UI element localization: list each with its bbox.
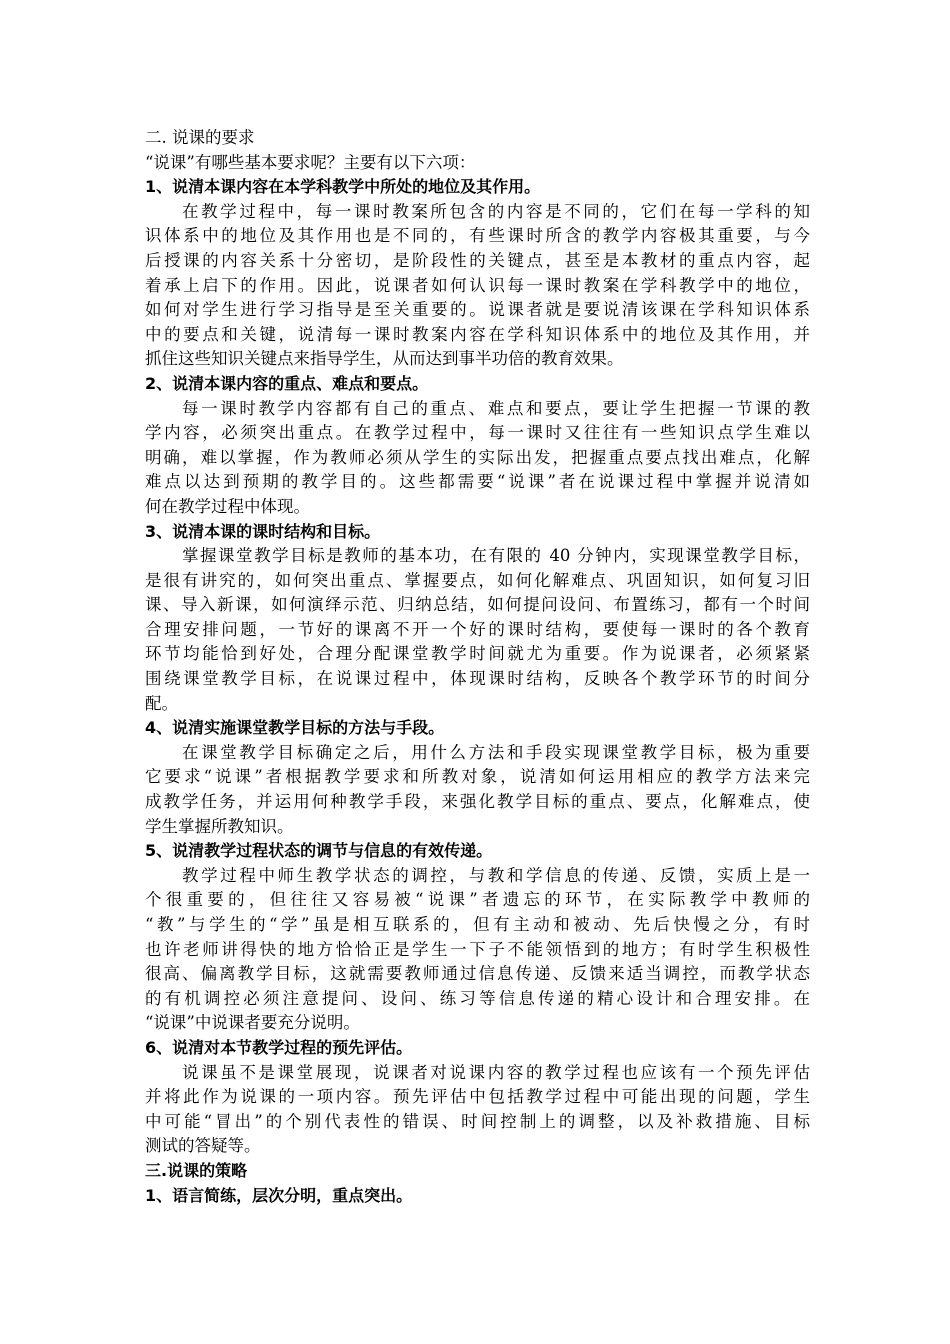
paragraph-line: “说课”中说课者要充分说明。 xyxy=(145,1013,360,1033)
paragraph-line: 教学过程中师生教学状态的调控，与教和学信息的传递、反馈，实质上是一 xyxy=(182,865,810,885)
intro-text: “说课”有哪些基本要求呢？主要有以下六项： xyxy=(145,152,476,172)
paragraph-line: 何在教学过程中体现。 xyxy=(145,496,310,516)
requirement-heading: 1、说清本课内容在本学科教学中所处的地位及其作用。 xyxy=(145,177,541,197)
paragraph-line: “教”与学生的“学”虽是相互联系的，但有主动和被动、先后快慢之分，有时 xyxy=(145,915,810,934)
requirement-item xyxy=(145,839,810,1036)
paragraph-line: 它要求“说课”者根据教学要求和所教对象，说清如何运用相应的教学方法来完 xyxy=(145,767,810,787)
paragraph-line: 学内容，必须突出重点。在教学过程中，每一课时又往往有一些知识点学生难以 xyxy=(145,423,810,443)
paragraph-line: 并将此作为说课的一项内容。预先评估中包括教学过程中可能出现的问题，学生 xyxy=(145,1087,810,1107)
paragraph-line: 中可能“冒出”的个别代表性的错误、时间控制上的调整，以及补救措施、目标 xyxy=(145,1111,810,1131)
paragraph-line: 后授课的内容关系十分密切，是阶段性的关键点，甚至是本教材的重点内容，起 xyxy=(145,250,810,270)
requirement-heading: 5、说清教学过程状态的调节与信息的有效传递。 xyxy=(145,841,493,861)
paragraph-line: 如何对学生进行学习指导是至关重要的。说课者就是要说清该课在学科知识体系 xyxy=(145,300,810,320)
requirement-item xyxy=(145,1036,810,1159)
section-title: 二. 说课的要求 xyxy=(145,128,255,147)
paragraph-line: 每一课时教学内容都有自己的重点、难点和要点，要让学生把握一节课的教 xyxy=(182,398,810,418)
requirement-heading: 3、说清本课的课时结构和目标。 xyxy=(145,521,381,541)
paragraph-line: 的有机调控必须注意提问、设问、练习等信息传递的精心设计和合理安排。在 xyxy=(145,988,810,1008)
paragraph-line: 在教学过程中，每一课时教案所包含的内容是不同的，它们在每一学科的知 xyxy=(182,201,810,221)
paragraph-line: 抓住这些知识关键点来指导学生，从而达到事半功倍的教育效果。 xyxy=(145,349,624,369)
paragraph-line: 难点以达到预期的教学目的。这些都需要“说课”者在说课过程中掌握并说清如 xyxy=(145,472,810,492)
requirement-heading: 6、说清对本节教学过程的预先评估。 xyxy=(145,1037,413,1057)
paragraph-line: 配。 xyxy=(145,693,178,713)
requirement-item xyxy=(145,175,810,372)
paragraph-line: 掌握课堂教学目标是教师的基本功，在有限的 40 分钟内，实现课堂教学目标， xyxy=(182,546,810,566)
requirement-item xyxy=(145,520,810,717)
strategy-heading: 1、语言简练，层次分明，重点突出。 xyxy=(145,1185,413,1205)
paragraph-line: 也许老师讲得快的地方恰恰正是学生一下子不能领悟到的地方；有时学生积极性 xyxy=(145,939,810,959)
requirement-item xyxy=(145,372,810,520)
paragraph-line: 是很有讲究的，如何突出重点、掌握要点，如何化解难点、巩固知识，如何复习旧 xyxy=(145,570,810,590)
paragraph-line: 很高、偏离教学目标，这就需要教师通过信息传递、反馈来适当调控，而教学状态 xyxy=(145,964,810,984)
paragraph-line: 环节均能恰到好处，合理分配课堂教学时间就尤为重要。作为说课者，必须紧紧 xyxy=(145,644,810,664)
requirement-heading: 4、说清实施课堂教学目标的方法与手段。 xyxy=(145,718,445,738)
requirement-item xyxy=(145,716,810,839)
paragraph-line: 围绕课堂教学目标，在说课过程中，体现课时结构，反映各个教学环节的时间分 xyxy=(145,669,810,689)
paragraph-line: 着承上启下的作用。因此，说课者如何认识每一课时教案在学科教学中的地位， xyxy=(145,275,810,295)
paragraph-line: 个很重要的，但往往又容易被“说课”者遗忘的环节，在实际教学中教师的 xyxy=(145,890,810,910)
requirement-heading: 2、说清本课内容的重点、难点和要点。 xyxy=(145,373,429,393)
paragraph-line: 测试的答疑等。 xyxy=(145,1136,261,1156)
paragraph-line: 合理安排问题，一节好的课离不开一个好的课时结构，要使每一课时的各个教育 xyxy=(145,619,810,639)
paragraph-line: 说课虽不是课堂展现，说课者对说课内容的教学过程也应该有一个预先评估 xyxy=(182,1062,810,1082)
paragraph-line: 识体系中的地位及其作用也是不同的，有些课时所含的教学内容极其重要，与今 xyxy=(145,226,810,246)
paragraph-line: 学生掌握所教知识。 xyxy=(145,816,294,836)
paragraph-line: 中的要点和关键，说清每一课时教案内容在学科知识体系中的地位及其作用，并 xyxy=(145,324,810,344)
document-body xyxy=(145,126,810,1208)
paragraph-line: 成教学任务，并运用何种教学手段，来强化教学目标的重点、要点，化解难点，使 xyxy=(145,792,810,812)
paragraph-line: 课、导入新课，如何演绎示范、归纳总结，如何提问设问、布置练习，都有一个时间 xyxy=(145,595,810,615)
paragraph-line: 明确，难以掌握，作为教师必须从学生的实际出发，把握重点要点找出难点，化解 xyxy=(145,447,810,467)
section-title: 三.说课的策略 xyxy=(145,1160,248,1180)
paragraph-line: 在课堂教学目标确定之后，用什么方法和手段实现课堂教学目标，极为重要 xyxy=(182,742,810,762)
